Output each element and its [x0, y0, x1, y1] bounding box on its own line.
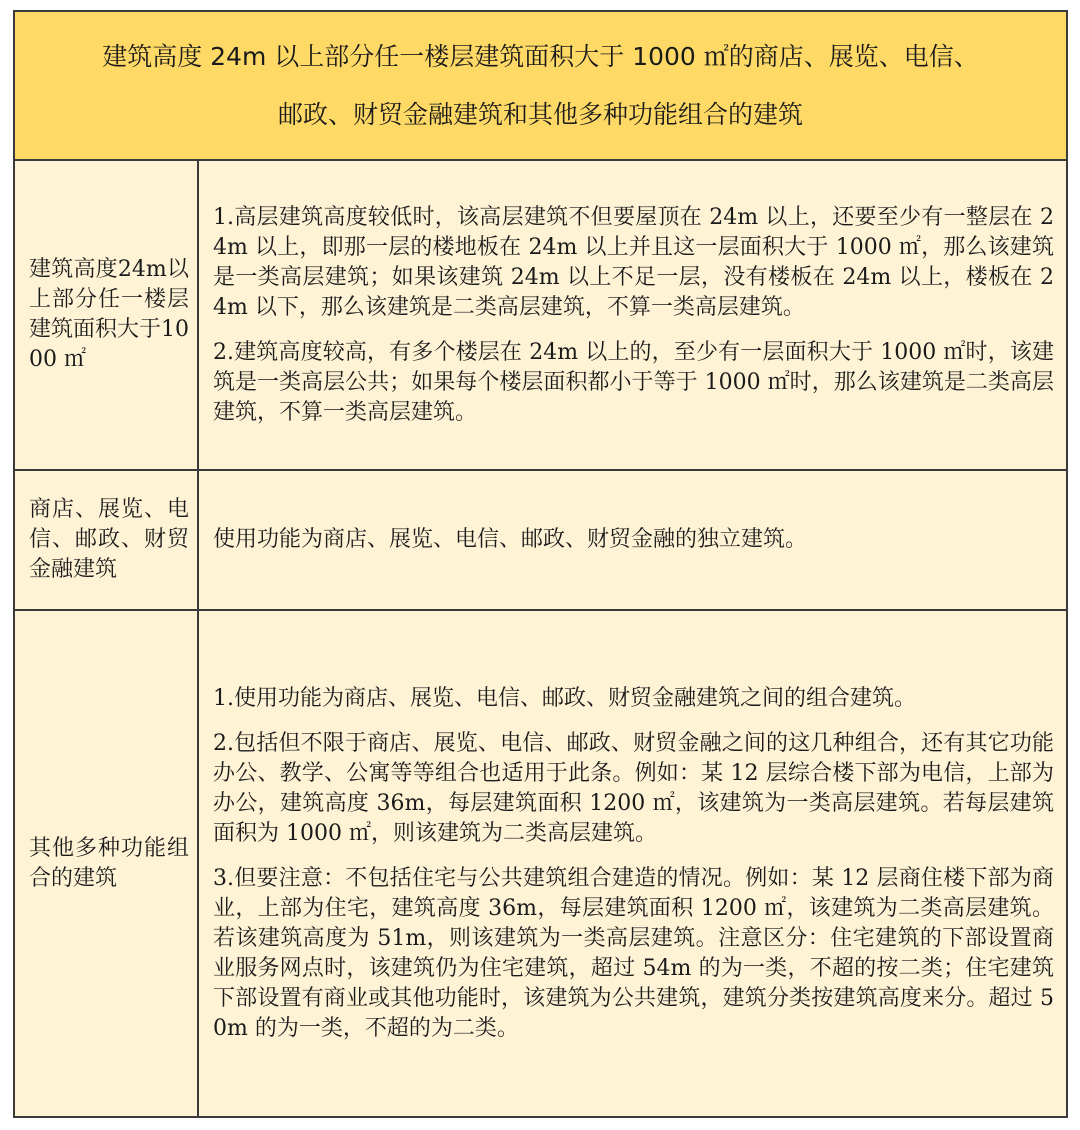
- table-row: [15, 161, 1066, 471]
- content-paragraph: 1.高层建筑高度较低时，该高层建筑不但要屋顶在 24m 以上，还要至少有一整层在 24m 以上，即那一层的楼地板在 24m 以上并且这一层面积大于 1000 ㎡，那么该建筑是一类高层建筑；如果该建筑 24m 以上不足一层，没有楼板在 24m 以上，楼板在 24m 以下，那么该建筑是二类高层建筑，不算一类高层建筑。: [213, 204, 1054, 320]
- content-paragraph: 1.使用功能为商店、展览、电信、邮政、财贸金融建筑之间的组合建筑。: [213, 685, 916, 711]
- table-header: [15, 12, 1066, 161]
- row-label-cell: [15, 611, 199, 1116]
- row-content-cell: [199, 611, 1066, 1116]
- row-label: 建筑高度24m以上部分任一楼层建筑面积大于1000 ㎡: [29, 257, 189, 372]
- content-paragraph: 2.包括但不限于商店、展览、电信、邮政、财贸金融之间的这几种组合，还有其它功能办公、教学、公寓等等组合也适用于此条。例如：某 12 层综合楼下部为电信，上部为办公，建筑高度 36m，每层建筑面积 1200 ㎡，该建筑为一类高层建筑。若每层建筑面积为 1000 ㎡，则该建筑为二类高层建筑。: [213, 730, 1054, 846]
- table-row: [15, 611, 1066, 1116]
- content-paragraph: 使用功能为商店、展览、电信、邮政、财贸金融的独立建筑。: [213, 527, 808, 552]
- row-content-cell: [199, 471, 1066, 609]
- content-paragraph: 3.但要注意：不包括住宅与公共建筑组合建造的情况。例如：某 12 层商住楼下部为商业，上部为住宅，建筑高度 36m，每层建筑面积 1200 ㎡，该建筑为二类高层建筑。若该建筑高度为 51m，则该建筑为一类高层建筑。注意区分：住宅建筑的下部设置商业服务网点时，该建筑仍为住宅建筑，超过 54m 的为一类，不超的按二类；住宅建筑下部设置有商业或其他功能时，该建筑为公共建筑，建筑分类按建筑高度来分。超过 50m 的为一类，不超的为二类。: [213, 865, 1054, 1041]
- row-content-cell: [199, 161, 1066, 469]
- content-paragraph: 2.建筑高度较高，有多个楼层在 24m 以上的，至少有一层面积大于 1000 ㎡时，该建筑是一类高层公共；如果每个楼层面积都小于等于 1000 ㎡时，那么该建筑是二类高层建筑，不算一类高层建筑。: [213, 339, 1054, 425]
- header-line-2: 邮政、财贸金融建筑和其他多种功能组合的建筑: [277, 99, 803, 129]
- row-label-cell: [15, 471, 199, 609]
- row-label: 商店、展览、电信、邮政、财贸金融建筑: [29, 497, 189, 582]
- row-label: 其他多种功能组合的建筑: [29, 835, 189, 891]
- table-row: [15, 471, 1066, 611]
- header-line-1: 建筑高度 24m 以上部分任一楼层建筑面积大于 1000 ㎡的商店、展览、电信、: [102, 41, 979, 71]
- classification-table: [13, 10, 1068, 1118]
- row-label-cell: [15, 161, 199, 469]
